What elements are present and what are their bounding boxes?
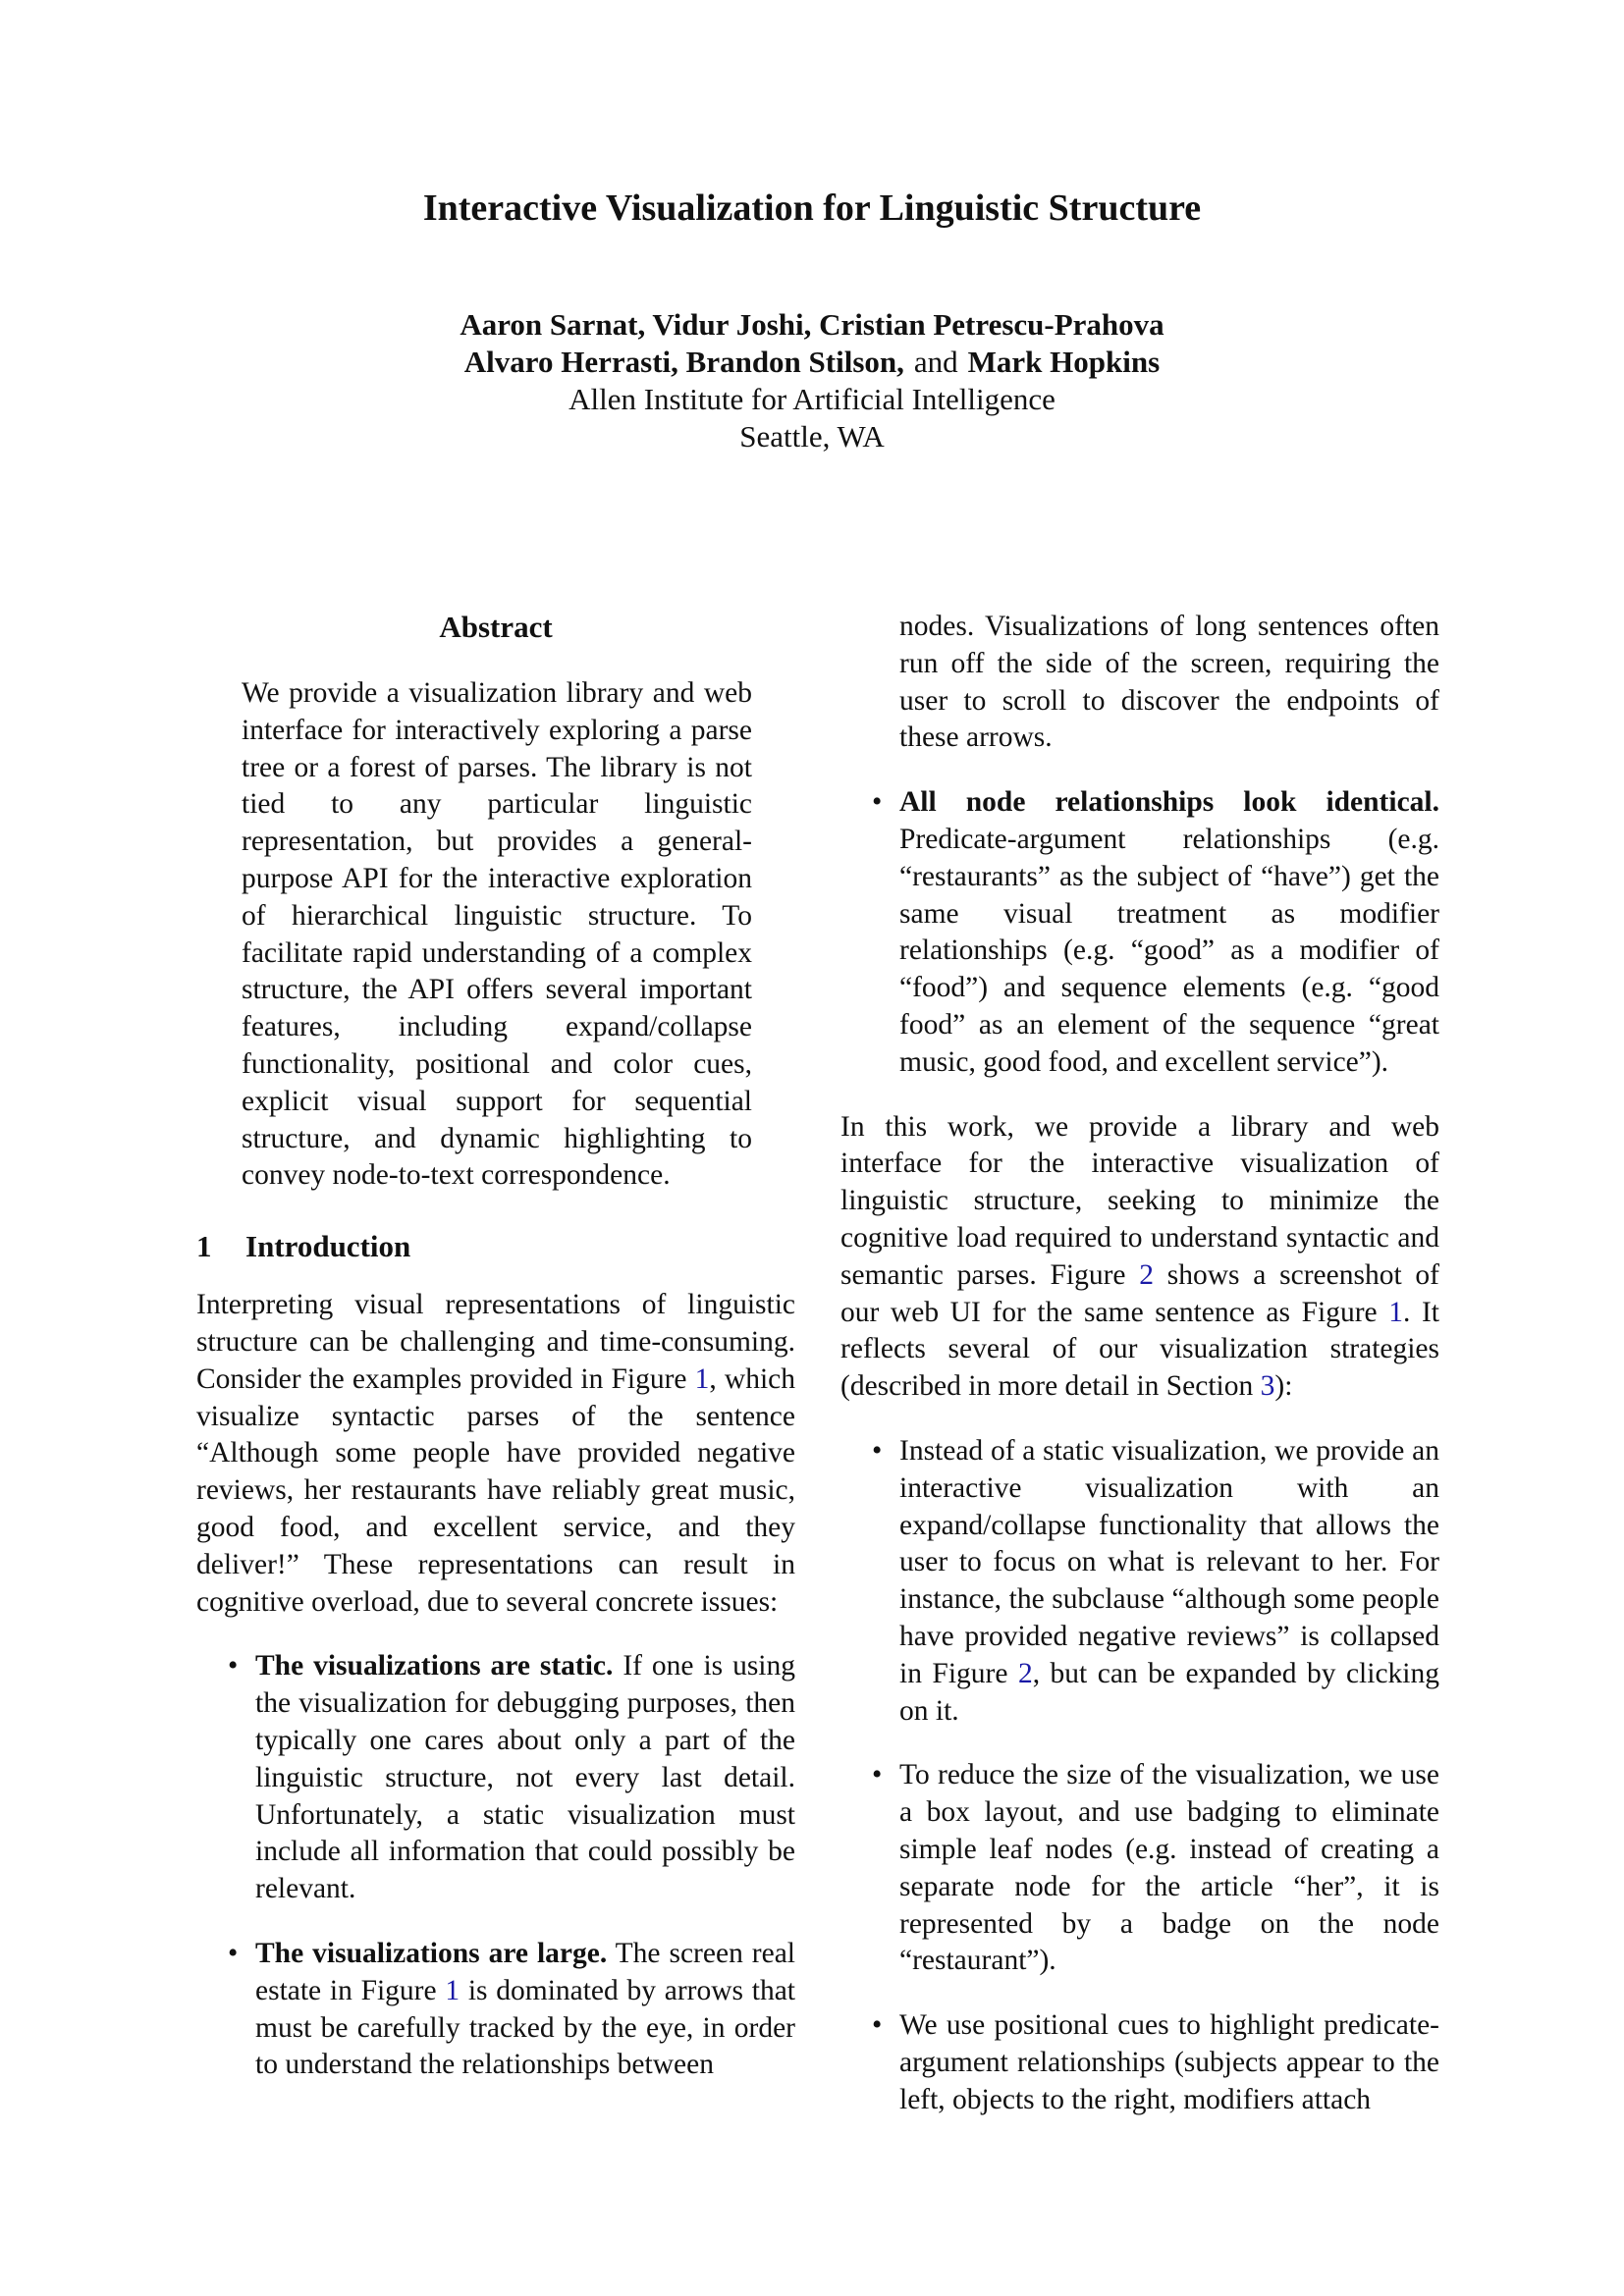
- bullet-icon: •: [872, 1434, 883, 1467]
- abstract-text: We provide a visualization library and web interface for interactively exploring a parse tree or a forest of parses. The library is not tied to any particular linguistic representation, but provides a general-purpose API for the interactive exploration of hierarchical linguistic structure. To facilitate rapid understanding of a complex structure, the API offers several important features, including expand/collapse functionality, positional and color cues, explicit visual support for sequential structure, and dynamic highlighting to convey node-to-text correspondence.: [242, 677, 752, 1192]
- section-number: 1: [196, 1229, 212, 1264]
- bullet-icon: •: [228, 1937, 239, 1969]
- left-column: [196, 609, 795, 2084]
- intro-paragraph-2: In this work, we provide a library and web interface for the interactive visualization of linguistic structure, seeking to minimize the cognitive load required to understand syntactic and semantic parses. Figure 2 shows a screenshot of our web UI for the same sentence as Figure 1. It reflects several of our visualization strategies (described in more detail in Section 3):: [840, 1110, 1439, 1403]
- author-block: [0, 306, 1624, 455]
- figure-2-link[interactable]: 2: [1017, 1657, 1033, 1689]
- author-last: Mark Hopkins: [967, 345, 1161, 379]
- section-heading-introduction: [196, 1228, 795, 1265]
- figure-2-link[interactable]: 2: [1139, 1258, 1154, 1291]
- bullet-icon: •: [872, 2009, 883, 2042]
- section-title: Introduction: [245, 1229, 411, 1264]
- paper-title: Interactive Visualization for Linguistic Structure: [422, 187, 1202, 229]
- figure-1-link[interactable]: 1: [445, 1974, 460, 2006]
- issue-list: [196, 1648, 795, 2084]
- author-line-2: [0, 344, 1624, 381]
- issue-list-continued: [840, 609, 1439, 1082]
- section-3-link[interactable]: 3: [1260, 1370, 1275, 1403]
- list-item: • All node relationships look identical. Predicate-argument relationships (e.g. “restaurants” as the subject of “have”) get the same visual treatment as modifier relationships (e.g. “good” as a modifier of “food”) and sequence elements (e.g. “good food” as an element of the sequence “great music, good food, and excellent service”).: [872, 786, 1439, 1078]
- list-item: • Instead of a static visualization, we provide an interactive visualization with an expand/collapse functionality that allows the user to focus on what is relevant to her. For instance, the subclause “although some people have provided negative reviews” is collapsed in Figure 2, but can be expanded by clicking on it.: [872, 1434, 1439, 1727]
- figure-1-link[interactable]: 1: [1388, 1296, 1403, 1328]
- author-line-1: Aaron Sarnat, Vidur Joshi, Cristian Petrescu-Prahova: [460, 307, 1164, 342]
- list-item: • The visualizations are static. If one is using the visualization for debugging purposes, then typically one cares about only a part of the linguistic structure, not every last detail. Unfortunately, a static visualization must include all information that could possibly be relevant.: [228, 1650, 795, 1905]
- list-item: • We use positional cues to highlight predicate-argument relationships (subjects appear to the left, objects to the right, modifiers attach: [872, 2009, 1439, 2115]
- figure-1-link[interactable]: 1: [694, 1362, 710, 1395]
- bullet-icon: •: [228, 1650, 239, 1682]
- abstract-heading: Abstract: [439, 610, 553, 644]
- author-and: and: [913, 345, 958, 379]
- list-item: • To reduce the size of the visualization, we use a box layout, and use badging to eliminate simple leaf nodes (e.g. instead of creating a separate node for the article “her”, it is represented by a badge on the node “restaurant”).: [872, 1759, 1439, 1977]
- author-names: Alvaro Herrasti, Brandon Stilson,: [463, 345, 904, 379]
- affiliation: Allen Institute for Artificial Intelligence: [568, 382, 1056, 416]
- strategy-list: [840, 1433, 1439, 2119]
- list-item: • The visualizations are large. The screen real estate in Figure 1 is dominated by arrows that must be carefully tracked by the eye, in order to understand the relationships between: [228, 1937, 795, 2081]
- location: Seattle, WA: [739, 419, 885, 454]
- bullet-icon: •: [872, 1759, 883, 1791]
- intro-paragraph-1: Interpreting visual representations of linguistic structure can be challenging and time-consuming. Consider the examples provided in Figure 1, which visualize syntactic parses of the sentence “Although some people have provided negative reviews, her restaurants have reliably great music, good food, and excellent service, and they deliver!” These representations can result in cognitive overload, due to several concrete issues:: [196, 1289, 795, 1618]
- list-item-continued: nodes. Visualizations of long sentences often run off the side of the screen, requiring the user to scroll to discover the endpoints of these arrows.: [899, 611, 1439, 754]
- bullet-icon: •: [872, 786, 883, 819]
- right-column: [840, 609, 1439, 2118]
